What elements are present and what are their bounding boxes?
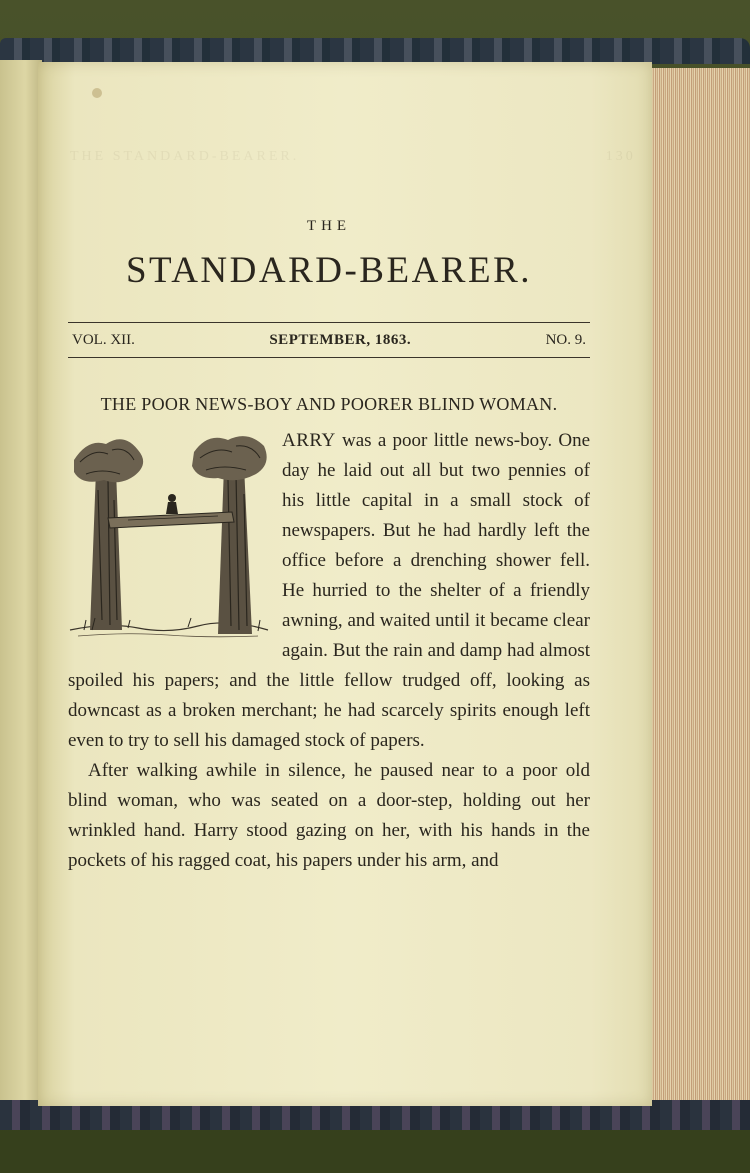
issue-number: NO. 9. [545, 332, 586, 348]
paragraph-2: After walking awhile in silence, he paused near to a poor old blind woman, who was seated on a door-step, holding out her wrinkled hand. Harry stood gazing on her, with his hands in the pockets of his ragged coat, his papers under his arm, and [68, 760, 590, 871]
article-body [68, 426, 590, 876]
book-cover-top-edge [0, 38, 750, 64]
issue-date: SEPTEMBER, 1863. [269, 332, 412, 348]
show-through-header [70, 142, 636, 172]
issue-rule-bottom [68, 357, 590, 358]
issue-line [68, 323, 590, 357]
tree-letter-h-illustration [68, 430, 270, 642]
left-page-edge [0, 60, 42, 1105]
page-content [68, 210, 590, 876]
page-block-edges [650, 68, 750, 1108]
page-smudge [92, 88, 102, 98]
show-through-title: THE STANDARD-BEARER. [70, 149, 300, 164]
masthead-title: STANDARD-BEARER. [125, 250, 533, 291]
drop-cap-illustration [68, 430, 270, 642]
article-title: THE POOR NEWS-BOY AND POORER BLIND WOMAN. [100, 394, 558, 414]
issue-volume: VOL. XII. [72, 332, 135, 348]
masthead-the: THE [306, 218, 352, 234]
show-through-page-number: 130 [605, 149, 636, 164]
first-word-rest: ARRY [282, 430, 336, 451]
paragraph-1-text: was a poor little news-boy. One day he laid out all but two pennies of his little capital in a small stock of newspapers. But he had hardly left the office before a drenching shower fell. He hurried to the shelter of a friendly awning, and waited until it became clear again. But the rain and damp had almost spoiled his papers; and the little fellow trudged off, looking as downcast as a broken merchant; he had scarcely spirits enough left even to try to sell his damaged stock of papers. [68, 430, 590, 751]
